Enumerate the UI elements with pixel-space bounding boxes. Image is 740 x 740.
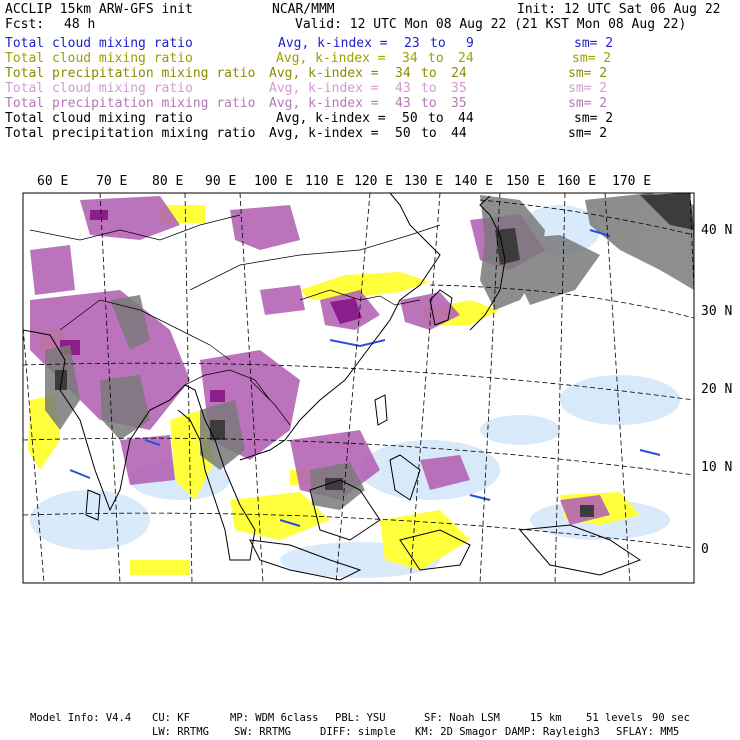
init-time: Init: 12 UTC Sat 06 Aug 22 (517, 2, 721, 17)
lon-label: 70 E (96, 174, 128, 189)
legend-avg-label: Avg, k-index = (269, 96, 379, 111)
legend-avg-label: Avg, k-index = (269, 66, 379, 81)
lon-label: 160 E (557, 174, 597, 189)
legend-avg-label: Avg, k-index = (276, 51, 386, 66)
legend-smoothing: sm= 2 (568, 66, 608, 81)
legend-k-from: 34 (402, 51, 418, 66)
longitude-labels (37, 174, 651, 189)
lon-label: 170 E (612, 174, 652, 189)
lon-label: 120 E (354, 174, 394, 189)
lat-label: 10 N (701, 460, 733, 475)
legend-k-to: 44 (458, 111, 474, 126)
legend-k-to: 24 (451, 66, 467, 81)
legend-k-to: 44 (451, 126, 467, 141)
lon-label: 140 E (454, 174, 494, 189)
lon-label: 110 E (305, 174, 345, 189)
longwave-scheme: LW: RRTMG (152, 726, 209, 738)
legend-k-from: 23 (404, 36, 420, 51)
legend-k-to: 9 (466, 36, 474, 51)
legend-smoothing: sm= 2 (568, 81, 608, 96)
surface-layer-scheme: SFLAY: MM5 (616, 726, 680, 738)
legend-k-from: 43 (395, 96, 411, 111)
vertical-levels: 51 levels (586, 712, 643, 724)
legend-avg-label: Avg, k-index = (276, 111, 386, 126)
diffusion-scheme: DIFF: simple (320, 726, 396, 738)
legend-to: to (421, 81, 437, 96)
legend-to: to (421, 126, 437, 141)
legend-k-to: 35 (451, 96, 467, 111)
damping-scheme: DAMP: Rayleigh3 (505, 726, 600, 738)
grid-spacing: 15 km (530, 712, 562, 724)
lon-label: 150 E (506, 174, 546, 189)
legend-to: to (428, 51, 444, 66)
lat-label: 30 N (701, 304, 733, 319)
legend-avg-label: Avg, k-index = (269, 126, 379, 141)
shortwave-scheme: SW: RRTMG (234, 726, 291, 738)
legend-field-name: Total precipitation mixing ratio (5, 126, 256, 141)
lon-label: 100 E (254, 174, 294, 189)
legend-to: to (430, 36, 446, 51)
legend-avg-label: Avg, k-index = (278, 36, 388, 51)
lat-label: 20 N (701, 382, 733, 397)
lon-label: 130 E (404, 174, 444, 189)
legend-k-from: 50 (395, 126, 411, 141)
legend-k-from: 34 (395, 66, 411, 81)
km-scheme: KM: 2D Smagor (415, 726, 498, 738)
forecast-label: Fcst: (5, 17, 45, 32)
lat-label: 0 (701, 542, 709, 557)
lon-label: 80 E (152, 174, 184, 189)
lon-label: 60 E (37, 174, 69, 189)
legend-smoothing: sm= 2 (568, 96, 608, 111)
center-label: NCAR/MMM (272, 2, 335, 17)
legend-field-name: Total cloud mixing ratio (5, 51, 193, 66)
valid-time: Valid: 12 UTC Mon 08 Aug 22 (21 KST Mon 08 Aug 22) (295, 17, 687, 32)
legend-field-name: Total cloud mixing ratio (5, 36, 193, 51)
latitude-labels (701, 223, 732, 557)
legend-k-to: 24 (458, 51, 474, 66)
legend-to: to (428, 111, 444, 126)
legend-k-from: 43 (395, 81, 411, 96)
microphysics-scheme: MP: WDM 6class (230, 712, 319, 724)
model-version: Model Info: V4.4 (30, 712, 132, 724)
model-title: ACCLIP 15km ARW-GFS init (5, 2, 193, 17)
pbl-scheme: PBL: YSU (335, 712, 386, 724)
legend-k-from: 50 (402, 111, 418, 126)
legend-avg-label: Avg, k-index = (269, 81, 379, 96)
surface-scheme: SF: Noah LSM (424, 712, 500, 724)
legend-to: to (421, 66, 437, 81)
legend-smoothing: sm= 2 (572, 51, 612, 66)
legend-field-name: Total cloud mixing ratio (5, 111, 193, 126)
legend-k-to: 35 (451, 81, 467, 96)
legend-smoothing: sm= 2 (574, 111, 614, 126)
legend-field-name: Total precipitation mixing ratio (5, 96, 256, 111)
legend-to: to (421, 96, 437, 111)
legend-field-name: Total cloud mixing ratio (5, 81, 193, 96)
lat-label: 40 N (701, 223, 733, 238)
legend-smoothing: sm= 2 (574, 36, 614, 51)
legend-field-name: Total precipitation mixing ratio (5, 66, 256, 81)
time-step: 90 sec (652, 712, 690, 724)
lon-label: 90 E (205, 174, 237, 189)
forecast-hours: 48 h (64, 17, 96, 32)
cumulus-scheme: CU: KF (152, 712, 190, 724)
legend-smoothing: sm= 2 (568, 126, 608, 141)
